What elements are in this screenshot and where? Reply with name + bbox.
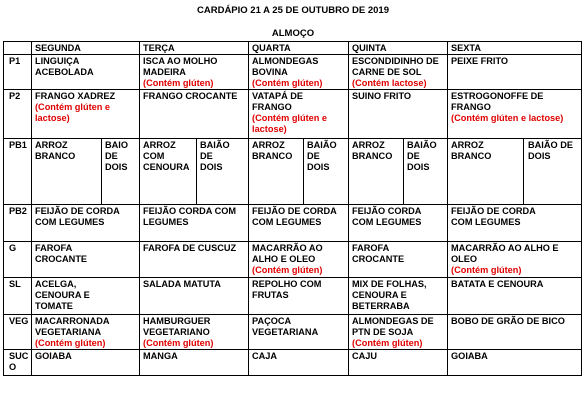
allergen-note: (Contém lactose): [352, 78, 427, 88]
dish-text: HAMBURGUER: [143, 316, 211, 326]
dish-cell-quarta: [249, 315, 349, 350]
dish-cell-sexta: [448, 55, 582, 90]
dish-text: PTN DE SOJA: [352, 327, 414, 337]
menu-row-veg: [4, 315, 582, 350]
dish-text: TOMATE: [35, 301, 73, 311]
row-label: PB1: [4, 139, 32, 205]
dish-text: CENOURA: [143, 162, 190, 172]
dish-text: DOIS: [105, 162, 128, 172]
dish-cell-segunda: [32, 205, 140, 242]
dish-text: FRUTAS: [252, 290, 289, 300]
row-label: P2: [4, 90, 32, 139]
dish-text: BOVINA: [252, 67, 288, 77]
dish-text: CENOURA E: [352, 290, 407, 300]
dish-text: BAIÃO: [307, 140, 337, 150]
rice-cell: [32, 139, 102, 205]
allergen-note: lactose): [35, 113, 70, 123]
dish-cell-segunda: [32, 350, 140, 376]
dish-text: ARROZ: [352, 140, 385, 150]
dish-cell-segunda: [32, 55, 140, 90]
dish-text: BRANCO: [451, 151, 492, 161]
dish-cell-segunda: [32, 278, 140, 315]
dish-text: VATAPÁ DE: [252, 91, 304, 101]
dish-cell-quarta: [249, 205, 349, 242]
dish-cell-quarta: [249, 350, 349, 376]
allergen-note: (Contém glúten): [252, 78, 323, 88]
dish-text: CAJU: [352, 351, 378, 361]
dish-text: CENOURA E: [35, 290, 90, 300]
dish-text: VEGETARIANA: [35, 327, 102, 337]
days-header-row: [4, 42, 582, 55]
dish-text: FRANGO XADREZ: [35, 91, 116, 101]
dish-cell-quarta: [249, 242, 349, 278]
dish-text: MIX DE FOLHAS,: [352, 279, 427, 289]
menu-row-p1: [4, 55, 582, 90]
dish-cell-segunda: [32, 90, 140, 139]
dish-text: BAIÃO: [407, 140, 437, 150]
rice-cell: [349, 139, 404, 205]
allergen-note: (Contém glúten): [143, 338, 214, 348]
dish-text: BRANCO: [35, 151, 76, 161]
allergen-note: (Contém glúten e: [35, 102, 111, 112]
day-header: SEXTA: [448, 42, 582, 55]
dish-text: OLEO: [451, 254, 478, 264]
dish-text: VEGETARIANO: [143, 327, 210, 337]
dish-text: ESCONDIDINHO DE: [352, 56, 439, 66]
dish-text: COM LEGUMES: [352, 217, 422, 227]
dish-cell-quinta: [349, 242, 448, 278]
dish-text: ALMONDEGAS DE: [352, 316, 434, 326]
baiao-cell: [197, 139, 249, 205]
dish-text: COM LEGUMES: [451, 217, 521, 227]
menu-row-p2: [4, 90, 582, 139]
dish-text: ACEBOLADA: [35, 67, 94, 77]
day-header: QUINTA: [349, 42, 448, 55]
day-header: SEGUNDA: [32, 42, 140, 55]
baiao-cell: [304, 139, 349, 205]
dish-text: ARROZ: [143, 140, 176, 150]
dish-text: FRANGO CROCANTE: [143, 91, 238, 101]
allergen-note: (Contém glúten): [143, 78, 214, 88]
dish-text: BAIÃO DE: [528, 140, 573, 150]
dish-text: ALHO E OLEO: [252, 254, 316, 264]
dish-text: COM: [143, 151, 165, 161]
dish-cell-quinta: [349, 278, 448, 315]
row-label: G: [4, 242, 32, 278]
rice-cell: [140, 139, 197, 205]
dish-text: CROCANTE: [35, 254, 88, 264]
day-header: QUARTA: [249, 42, 349, 55]
dish-cell-quinta: [349, 55, 448, 90]
dish-text: PAÇOCA: [252, 316, 292, 326]
dish-cell-terça: [140, 90, 249, 139]
dish-cell-quinta: [349, 90, 448, 139]
dish-cell-sexta: [448, 315, 582, 350]
dish-text: SALADA MATUTA: [143, 279, 221, 289]
dish-text: FEIJÃO DE CORDA: [35, 206, 120, 216]
dish-text: ALMONDEGAS: [252, 56, 319, 66]
day-header: TERÇA: [140, 42, 249, 55]
dish-text: BAIÃO: [200, 140, 230, 150]
dish-text: DOIS: [307, 162, 330, 172]
menu-row-suco: [4, 350, 582, 376]
allergen-note: (Contém glúten): [252, 265, 323, 275]
menu-row-g: [4, 242, 582, 278]
dish-text: FRANGO: [252, 102, 292, 112]
dish-cell-quinta: [349, 205, 448, 242]
dish-text: FAROFA: [352, 243, 390, 253]
allergen-note: (Contém glúten e lactose): [451, 113, 564, 123]
dish-text: FEIJÃO CORDA: [352, 206, 422, 216]
dish-cell-terça: [140, 350, 249, 376]
dish-text: ACELGA,: [35, 279, 77, 289]
dish-cell-quarta: [249, 278, 349, 315]
dish-text: DE: [407, 151, 420, 161]
dish-text: LINGUIÇA: [35, 56, 80, 66]
dish-cell-terça: [140, 315, 249, 350]
dish-text: BRANCO: [252, 151, 293, 161]
dish-cell-quarta: [249, 55, 349, 90]
dish-text: O: [9, 362, 17, 372]
dish-cell-quarta: [249, 90, 349, 139]
dish-text: FRANGO: [451, 102, 491, 112]
dish-text: BAIO: [105, 140, 128, 150]
dish-text: VEGETARIANA: [252, 327, 319, 337]
dish-text: BOBO DE GRÃO DE BICO: [451, 316, 565, 326]
dish-text: ARROZ: [252, 140, 285, 150]
allergen-note: (Contém glúten e: [252, 113, 328, 123]
menu-row-pb2: [4, 205, 582, 242]
menu-title: CARDÁPIO 21 A 25 DE OUTUBRO DE 2019: [197, 5, 389, 16]
dish-text: BATATA E CENOURA: [451, 279, 544, 289]
dish-text: REPOLHO COM: [252, 279, 322, 289]
dish-text: MACARRÃO AO ALHO E: [451, 243, 559, 253]
dish-text: GOIABA: [451, 351, 488, 361]
row-label: SL: [4, 278, 32, 315]
dish-text: FAROFA: [35, 243, 73, 253]
allergen-note: (Contém glúten): [352, 338, 423, 348]
dish-cell-segunda: [32, 315, 140, 350]
corner-cell: [4, 42, 32, 55]
dish-text: BETERRABA: [352, 301, 410, 311]
dish-text: DE: [105, 151, 118, 161]
dish-cell-terça: [140, 55, 249, 90]
dish-text: LEGUMES: [143, 217, 189, 227]
dish-text: MACARRONADA: [35, 316, 110, 326]
row-label: [4, 350, 32, 376]
dish-text: FAROFA DE CUSCUZ: [143, 243, 237, 253]
allergen-note: (Contém glúten): [35, 338, 106, 348]
dish-text: CAJA: [252, 351, 278, 361]
dish-text: DOIS: [407, 162, 430, 172]
dish-cell-terça: [140, 242, 249, 278]
allergen-note: lactose): [252, 124, 287, 134]
dish-text: SUC: [9, 351, 29, 361]
dish-text: DE: [307, 151, 320, 161]
dish-text: DOIS: [528, 151, 551, 161]
row-label: P1: [4, 55, 32, 90]
dish-text: DE: [200, 151, 213, 161]
dish-text: PEIXE FRITO: [451, 56, 509, 66]
dish-cell-terça: [140, 205, 249, 242]
dish-cell-sexta: [448, 90, 582, 139]
dish-text: ESTROGONOFFE DE: [451, 91, 544, 101]
dish-cell-sexta: [448, 278, 582, 315]
dish-text: FEIJÃO CORDA COM: [143, 206, 237, 216]
allergen-note: (Contém glúten): [451, 265, 522, 275]
rice-cell: [249, 139, 304, 205]
dish-text: CARNE DE SOL: [352, 67, 422, 77]
dish-text: ARROZ: [35, 140, 68, 150]
dish-text: MANGA: [143, 351, 178, 361]
menu-table: [3, 41, 582, 376]
dish-text: ISCA AO MOLHO: [143, 56, 218, 66]
dish-cell-terça: [140, 278, 249, 315]
dish-text: CROCANTE: [352, 254, 405, 264]
dish-text: MACARRÃO AO: [252, 243, 323, 253]
dish-text: FEIJÃO DE CORDA: [252, 206, 337, 216]
menu-row-pb1: [4, 139, 582, 205]
dish-text: SUINO FRITO: [352, 91, 412, 101]
meal-subtitle: ALMOÇO: [271, 28, 315, 39]
dish-text: GOIABA: [35, 351, 72, 361]
dish-cell-quinta: [349, 315, 448, 350]
menu-row-sl: [4, 278, 582, 315]
dish-text: COM LEGUMES: [35, 217, 105, 227]
baiao-part: [524, 139, 573, 204]
dish-text: FEIJÃO DE CORDA: [451, 206, 536, 216]
row-label: PB2: [4, 205, 32, 242]
dish-cell-sexta: [448, 242, 582, 278]
dish-cell-sexta: [448, 205, 582, 242]
baiao-cell: [102, 139, 140, 205]
rice-baiao-cell: [448, 139, 582, 205]
dish-cell-sexta: [448, 350, 582, 376]
rice-part: [448, 139, 524, 204]
dish-text: ARROZ: [451, 140, 484, 150]
dish-text: BRANCO: [352, 151, 393, 161]
dish-cell-segunda: [32, 242, 140, 278]
row-label: VEG: [4, 315, 32, 350]
dish-cell-quinta: [349, 350, 448, 376]
dish-text: MADEIRA: [143, 67, 186, 77]
dish-text: COM LEGUMES: [252, 217, 322, 227]
baiao-cell: [404, 139, 448, 205]
dish-text: DOIS: [200, 162, 223, 172]
